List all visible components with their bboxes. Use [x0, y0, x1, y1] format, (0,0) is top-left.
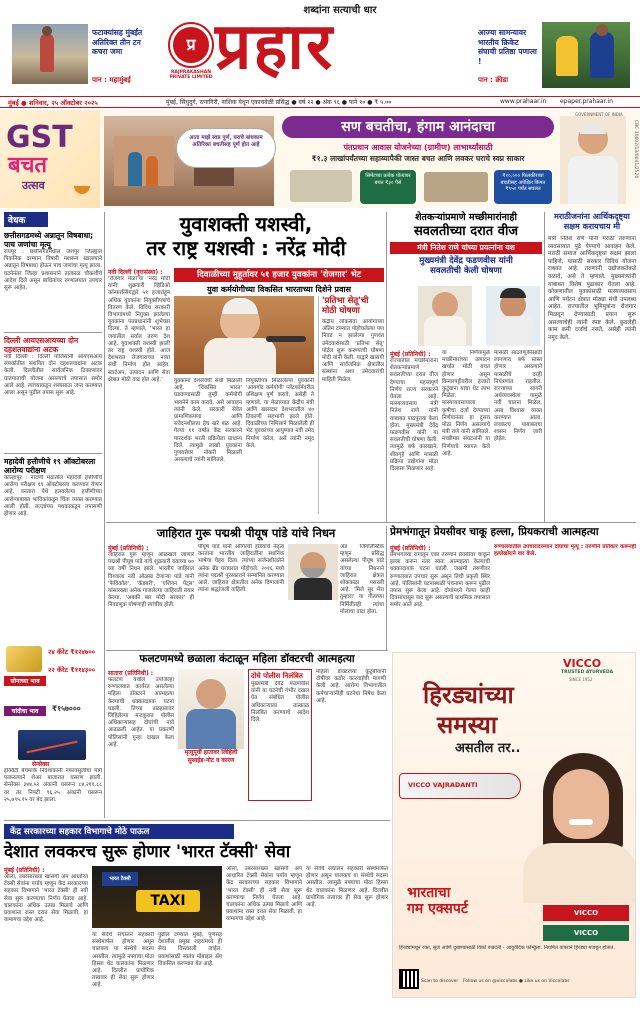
tagline: शब्दांना सत्याची धार: [303, 5, 377, 16]
brief-3-title: महादेवी हत्तीणीचे १९ ऑक्टोबरला आरोग्य परीक्षण: [4, 457, 96, 475]
lead-body-col1: 'रोजगार मेळा'चा 'नरेंद्र मोदी यांनी' शुक्रवारी व्हिडिओ कॉन्फरन्सिंगद्वारे ५१ हजारांहून अधिक युवकांना नियुक्तीपत्रांचे वितरण केले. विविध सरकारी विभागांमध्ये नियुक्त झालेल्या युवकांना पंतप्रधानांनी शुभेच्छा दिल्या. ते म्हणाले, 'भारत हा जगातील सर्वात तरुण देश आहे. युवाशक्ती यशस्वी झाली तर राष्ट्र यशस्वी होते. आज देशभरात रोजगाराच्या नव्या संधी निर्माण होत आहेत. स्टार्टअप, उत्पादन आणि सेवा क्षेत्रात मोठी वाढ होत आहे.': [108, 276, 170, 383]
lead-dateline: नवी दिल्ली (वृत्तसंस्था) :: [108, 269, 163, 276]
epaper-link[interactable]: epaper.prahaar.in: [560, 98, 613, 105]
marathi-story: [548, 212, 636, 520]
banner-subline2: ₹१.३ लाखांपर्यंतच्या सहाय्यापैकी जास्त बचत आणि लवकर घराचे स्वप्न साकार: [311, 154, 525, 163]
fishermen-body-1: राज्यातील मच्छीमारांना शेतकऱ्यांप्रमाणे सवलतीच्या दरात वीज देण्याचा महत्त्वपूर्ण निर्णय राज्य सरकारने घेतला आहे. मत्स्यव्यवसाय मंत्री नितेश राणे यांनी याबाबत पाठपुरावा केला होता. मुख्यमंत्री देवेंद्र फडणवीस यांनी या सवलतीची घोषणा केली. त्यामुळे बर्फ कारखाने, शीतगृहे आणि मासळी प्रक्रिया उद्योगांना मोठा दिलासा मिळणार आहे.: [390, 358, 438, 473]
lead-headline-1: युवाशक्ती यशस्वी,: [179, 212, 313, 236]
gold-bars-icon: [6, 646, 42, 672]
phaltan-inset: मृत्यूपूर्वी हातावर लिहिली सुसाईड-नोट व कारण: [184, 749, 238, 764]
taxi-kicker: केंद्र सरकारच्या सहकार विभागाचे मोठे पाऊल: [4, 824, 234, 839]
piyush-body-2: पीयूष पांडे यांनी ओगिल्वी इंडियाचे नेतृत्व करताना भारतीय जाहिरातींना स्थानिक भाषेचा चेहरा दिला. त्यांच्या सर्जनशीलतेने अनेक ब्रँड घराघरात पोहोचले. २०१६ मध्ये त्यांना पद्मश्री पुरस्काराने सन्मानित करण्यात आले. जाहिरात क्षेत्रातील अनेक दिग्गजांनी त्यांना श्रद्धांजली वाहिली.: [198, 544, 284, 594]
phaltan-box-title: दोघे पोलीस निलंबित: [251, 672, 303, 680]
sensex-body: इक्विटी बेंचमार्क निर्देशांकांनी नफावसुलीचा मार्ग पत्करल्याने शेअर बाजारात घसरण झाली. सेन्सेक्स ३४४.५२ अंकांनी घसरून ८४,२११.८८ वर तर निफ्टी ९६.२५ अंकांनी घसरून २५,७९५.१५ वर बंद झाला.: [4, 768, 102, 803]
materials-photo: [424, 172, 488, 202]
brief-1-body: रायपूर : छत्तीसगडमधील जशपूर जिल्ह्यात पिकनिक दरम्यान विषारी मशरूम खाल्ल्याने अन्नातून विषबाधा होऊन पाच जणांचा मृत्यू झाला. घटनेनंतर जिल्हा प्रशासनाने तात्काळ चौकशीचे आदेश दिले असून बाधितांवर रुग्णालयात उपचार सुरू आहेत.: [4, 249, 102, 292]
taxi-sign: TAXI: [136, 890, 200, 912]
pratibha-setu-body: केंद्रीय लोकसेवा आयोगाच्या अंतिम टप्प्यात पोहोचलेल्या पण निवड न झालेल्या गुणवंत उमेदवारांसाठी 'प्रतिभा सेतू' पोर्टल सुरू करण्याची घोषणा मोदी यांनी केली. याद्वारे खासगी आणि सार्वजनिक क्षेत्रातील संस्थांना अशा उमेदवारांची माहिती मिळेल.: [322, 319, 384, 383]
piyush-dateline: मुंबई (प्रतिनिधी) :: [108, 545, 149, 552]
phaltan-box-body: मुख्यमंत्री देवेंद्र फडणवीस यांनी या घटनेची गंभीर दखल घेत संबंधित पोलीस अधिकाऱ्याला तात्काळ निलंबित करण्याचे आदेश दिले.: [251, 681, 309, 724]
gold-22k: २२ कॅरेट ₹११४३००: [48, 666, 96, 674]
pratibha-setu-box: [318, 296, 384, 514]
banner-subline1: पंतप्रधान आवास योजनेच्या (ग्रामीण) लाभार्थ्यांसाठी: [343, 143, 493, 152]
prem-story: [390, 526, 636, 650]
lead-body-col3: नियुक्तीपत्र मिळालेल्या युवकांनी 'आयगॉट कर्मयोगी' प्लॅटफॉर्मवरील प्रशिक्षण पूर्ण करावे, असेही ते म्हणाले. या मेळाव्यात केंद्रीय मंत्री आणि खासदार देशभरातील ४० ठिकाणी सहभागी झाले होते. दिवाळीच्या निमित्ताने मिळालेली ही भेट युवकांच्या आयुष्यात नवी उमेद निर्माण करेल, असे त्यांनी नमूद केले.: [246, 378, 314, 449]
qr-code-icon[interactable]: [399, 969, 419, 989]
vicco-tag-1: भारताचा: [407, 885, 451, 901]
fishermen-strip: मंत्री नितेश राणे यांच्या प्रयत्नांना यश: [390, 242, 542, 254]
banner-headline-strip: सण बचतीचा, हंगाम आनंदाचा: [282, 116, 554, 138]
fishermen-dateline: मुंबई (प्रतिनिधी) :: [390, 351, 431, 358]
fishermen-headline: सवलतीच्या दरात वीज: [414, 224, 518, 239]
sensex-chart-photo: [18, 730, 86, 760]
lead-body-col2: युवकांना देशसेवेची संधी मिळाली आहे. 'विकसित भारत' घडवण्यासाठी तुम्ही कर्मयोगी भावनेने काम करावे, असे आवाहन त्यांनी केले. सरकारी सेवेत प्रामाणिकपणा आणि संवेदनशीलता हेच खरे बळ आहे. गेल्या ११ वर्षांत केंद्र सरकारने पारदर्शक भरती प्रक्रियेला प्राधान्य दिले. त्यामुळे लाखो युवकांना गुणवत्तेवर नोकरी मिळाली असल्याचे त्यांनी सांगितले.: [174, 378, 242, 464]
silver-value: ₹१५७०००: [52, 704, 81, 713]
vicco-tube-label: VICCO VAJRADANTI: [408, 781, 478, 789]
piyush-body-1: जाहिरात गुरू म्हणून ओळखले जाणारे पद्मश्री पीयूष पांडे यांचे शुक्रवारी वयाच्या ७० व्या वर्षी निधन झाले. भारतीय जाहिरात विश्वाला नवी ओळख देणाऱ्या पांडे यांनी 'फेविकॉल', 'कॅडबरी', 'एशियन पेंट्स' यांसारख्या अनेक गाजलेल्या जाहिराती तयार केल्या. 'अबकी बार मोदी सरकार' ही निवडणूक घोषणाही त्यांचीच होती.: [108, 552, 194, 609]
vicco-tube: [399, 773, 521, 799]
taxi-headline: देशात लवकरच सुरू होणार 'भारत टॅक्सी' सेवा: [4, 842, 291, 862]
phaltan-story: [108, 653, 386, 803]
dateline-bar: [0, 96, 640, 108]
paper-title: प्रहार: [215, 10, 335, 84]
cement-badge: सिमेंटच्या प्रत्येक पोत्यावर बचत ₹३० पैसे: [360, 170, 416, 204]
editions-line: मुंबई, सिंधुदुर्ग, रत्नागिरी, नाशिक येथून एकाचवेळी प्रसिद्ध ● वर्ष २२ ● अंक ९६ ● पाने १० ● ₹ ५.००: [166, 99, 392, 106]
section-label-vedhak: वेधक: [4, 212, 48, 227]
logo-caption: RAJPRAKASHAN PRIVATE LIMITED: [169, 70, 213, 80]
cbc-code: CBC 10602/13/0041/2526: [633, 120, 638, 179]
vicco-ad: [392, 652, 636, 998]
vicco-box-2: VICCO: [543, 925, 629, 941]
brief-2-title: दिल्ली आयएसआयच्या दोन दहशतवाद्यांना अटक: [4, 336, 79, 354]
gold-label: सोनाच्या भाव: [4, 676, 46, 686]
taxi-dateline: मुंबई (प्रतिनिधी) :: [4, 867, 45, 874]
taxi-story: [4, 824, 388, 1014]
lead-story: [108, 212, 384, 520]
taxi-body-5: या सेवेचे संचालन सहकारी संस्थेमार्फत होणार असून चालकच या संस्थेचे सदस्य असतील. त्यामुळे नफ्याचा मोठा हिस्सा थेट चालकांना मिळणार आहे. दिल्लीत प्रायोगिक तत्त्वावर ही सेवा सुरू होणार आहे.: [306, 866, 388, 909]
phaltan-headline: फलटणमध्ये छळाला कंटाळून महिला डॉक्टरची आत्महत्या: [139, 653, 355, 665]
fishermen-body-3: मासळी साठवणुकीसाठी लागणारा बर्फ स्वस्त होणार असल्याने मासळीचे दरही नियंत्रणात राहतील. राज्याच्या सागरी अर्थव्यवस्थेला यामुळे नवी चालना मिळेल, असा विश्वास व्यक्त करण्यात आला. लवकरच याबाबतचा शासन निर्णय जारी होईल.: [494, 350, 542, 443]
vicco-since: SINCE 1952: [569, 677, 593, 682]
prem-headline: प्रेमभंगातून प्रेयसीवर चाकू हल्ला, प्रियकराची आत्महत्या: [390, 526, 599, 538]
fishermen-kicker: शेतकऱ्यांप्रमाणे मच्छीमारांनाही: [415, 212, 517, 223]
phaltan-body-2: महिला डॉक्टरच्या कुटुंबीयांनी दोषींवर कठोर कारवाईची मागणी केली आहे. आरोग्य विभागातील कर्मचाऱ्यांनीही घटनेचा निषेध केला आहे.: [316, 669, 386, 704]
taxi-photo: [92, 866, 222, 928]
prem-body: प्रेमभंगाच्या रागातून एका तरुणाने प्रेयसीवर चाकूने हल्ला करून नंतर स्वतः आत्महत्या केल्याची धक्कादायक घटना घडली. जखमी तरुणीवर रुग्णालयात उपचार सुरू असून तिची प्रकृती स्थिर आहे. पोलिसांनी घटनास्थळी पंचनामा करून पुढील तपास सुरू केला आहे. दोघांमध्ये गेल्या काही दिवसांपासून वाद सुरू असल्याचे प्राथमिक तपासात समोर आले आहे.: [390, 552, 490, 609]
vicco-scan-label: Scan to discover: [421, 979, 459, 984]
gst-banner-ad: [0, 110, 640, 208]
left-teaser-text: फटाक्यांसह मुंबईत अतिरिक्त तीन टन कचरा जमा: [92, 28, 143, 56]
vicco-brand: VICCO: [563, 657, 602, 670]
phaltan-body-1: फलटण येथील उपजिल्हा रुग्णालयात कार्यरत असलेल्या महिला डॉक्टरने आत्महत्या केल्याची धक्कादायक घटना घडली. तिच्या तळहातावर लिहिलेल्या मजकुरात पोलीस अधिकाऱ्यासह दोघांची नावे आढळली आहेत. या प्रकरणी पोलिसांनी गुन्हा दाखल केला आहे.: [108, 677, 174, 748]
gold-price-box: [4, 640, 102, 696]
rane-photo: [486, 286, 540, 346]
gst-utsav-text: उत्सव: [22, 179, 45, 192]
piyush-body-3: ॲड जिंगलिस्टिक म्हणून प्रसिद्ध असलेल्या पीयूष पांडे यांच्या निधनाने जाहिरात क्षेत्रात शोककळा पसरली आहे. 'मिले सुर मेरा तुम्हारा' या गीताच्या निर्मितीतही त्यांचा मोलाचा वाटा होता.: [340, 544, 384, 615]
right-teaser-page: पान : क्रीडा: [478, 76, 509, 84]
piyush-headline: जाहिरात गुरू पद्मश्री पीयूष पांडे यांचे निधन: [156, 526, 336, 540]
vicco-headline-3: असतील तर..: [455, 741, 521, 756]
left-teaser-photo: [12, 24, 88, 84]
right-teaser-text: आज्या सामन्यावर भारतीय क्रिकेट संघाची प्रतिष्ठा पणाला !: [478, 28, 537, 66]
silver-label: चांदीचा भाव: [4, 706, 46, 716]
vicco-headline-1: हिरड्यांच्या: [423, 681, 514, 709]
sensex-label: सेन्सेक्स: [32, 761, 50, 768]
fishermen-sub2: सवलतीची केली घोषणा: [430, 266, 502, 276]
govt-label: GOVERNMENT OF INDIA: [575, 112, 623, 117]
taxi-body-3: पुढील टप्प्यात मुंबई, पुणेसह देशातील प्रमुख शहरांमध्ये ही सेवा विस्तारली जाईल. प्रवाशांसाठी स्वतंत्र मोबाइल ॲप विकसित करण्यात येत आहे.: [158, 932, 222, 967]
brief-1-title: छत्तीसगडमध्ये अन्नातून विषबाधा; पाच जणांचा मृत्यू: [4, 231, 94, 249]
truck-photo: [290, 170, 352, 202]
phaltan-box: [248, 669, 312, 801]
silver-price-box: [4, 698, 102, 728]
pratibha-setu-title: 'प्रतिभा सेतू'ची मोठी घोषणा: [322, 296, 369, 316]
vicco-brand-sub: TRUSTED AYURVEDA: [561, 670, 614, 675]
taxi-body-2: या सेवेचे संचालन सहकारी संस्थेमार्फत होणार असून चालकच या संस्थेचे सदस्य असतील. त्यामुळे नफ्याचा मोठा हिस्सा थेट चालकांना मिळणार आहे. दिल्लीत प्रायोगिक तत्त्वावर ही सेवा सुरू होणार आहे.: [92, 932, 154, 989]
vicco-footer: हिरड्यांमधून रक्त, सूज आणि दुखण्यासाठी विको वज्रदंती - आयुर्वेदिक फॉर्म्युला. नियमित वापराने हिरड्या मजबूत होतात.: [399, 945, 615, 951]
prem-dateline: मुंबई (प्रतिनिधी) :: [390, 545, 431, 552]
gst-bachat-text: बचत: [8, 153, 48, 178]
phaltan-photo: [178, 669, 244, 749]
left-teaser-page: पान : महामुंबई: [92, 76, 131, 84]
dateline: मुंबई ● शनिवार, २५ ऑक्टोबर २०२५: [8, 99, 98, 107]
marathi-body: मंत्री नितेश राणे यांनी मराठी तरुणांना व्यवसायात पुढे येण्याचे आवाहन केले. मराठी समाज आर्थिकदृष्ट्या सक्षम झाला पाहिजे, यासाठी सरकार विविध योजना राबवत आहे. तरुणांनी उद्योजकतेकडे वळावे, असे ते म्हणाले. मुख्यमंत्र्यांनी याबाबत विशेष पुढाकार घेतला आहे. कोकणातील युवकांसाठी मत्स्यव्यवसाय आणि पर्यटन क्षेत्रात मोठ्या संधी उपलब्ध आहेत. राज्यातील भूमिपुत्रांना रोजगार मिळवून देण्यासाठी प्रयत्न सुरू असल्याचेही त्यांनी स्पष्ट केले. कुठलेही काम कमी दर्जाचे नसते, असेही त्यांनी नमूद केले.: [548, 236, 636, 341]
lead-deck-strip: दिवाळीच्या मुहूर्तावर ५१ हजार युवकांना 'रोजगार' भेट: [174, 268, 384, 282]
vicco-tag-2: गम एक्सपर्ट: [407, 901, 468, 917]
fadnavis-photo: [418, 286, 472, 346]
modi-speech-photo: [174, 296, 314, 374]
fishermen-story: [390, 212, 542, 520]
prem-teaser: रुग्णालयातील उपचारादरम्यान दोघांचा मृत्यू : तरुणीने प्रतिकार करूनही हल्लेखोराने वार केले.: [494, 544, 636, 558]
taxi-body-1: ओला, उबरसारख्या खासगी ॲप आधारित टॅक्सी सेवांना पर्याय म्हणून केंद्र सरकारच्या सहकार विभागाने 'भारत टॅक्सी' ही नवी सेवा सुरू करण्याचा निर्णय घेतला आहे. चालकांना अधिक उत्पन्न मिळावे आणि प्रवाशांना रास्त दरात सेवा मिळावी, हा यामागचा उद्देश आहे.: [4, 874, 88, 924]
bharat-taxi-logo: भारत टैक्सी: [102, 872, 138, 886]
website-link[interactable]: www.prahaar.in: [500, 98, 547, 105]
sensex-box: [4, 730, 102, 818]
piyush-photo: [288, 544, 338, 600]
masthead: [0, 0, 640, 96]
model-photo: [513, 753, 636, 903]
right-teaser-photo: [542, 22, 630, 88]
logo-emblem: प्र: [170, 24, 212, 66]
speech-bubble: आता माझे स्वप्न पुर्ण, घराचे बांधकाम अतिरिक्त बचतीसह पूर्ण होत आहे: [176, 128, 276, 168]
pm-photo: [560, 116, 626, 204]
piyush-story: [108, 526, 384, 648]
brief-2-body: नवी दिल्ली : दिल्ली पोलिसांनी आयएसआय संपर्कातील संशयित दोन दहशतवाद्यांना अटक केली. दिल्लीतील सार्वजनिक ठिकाणांवर घातपाताची योजना असल्याचे तपासात समोर आले आहे. त्यांच्याकडून शस्त्रसाठा जप्त करण्यात आला असून पुढील तपास सुरू आहे.: [4, 354, 102, 397]
vicco-headline-2: समस्या: [437, 711, 498, 739]
fishermen-body-2: या निर्णयामुळे मच्छीमारांच्या उत्पादन खर्चात मोठी बचत होणार असून किनारपट्टीवरील हजारो कुटुंबांना याचा थेट लाभ मिळेल. मत्स्यव्यवसायाला कृषीचा दर्जा देण्याच्या निर्णयानंतर हा दुसरा मोठा निर्णय असल्याचे मंत्री राणे यांनी सांगितले. मच्छीमार संघटनांनी या निर्णयाचे स्वागत केले आहे.: [442, 350, 490, 457]
vicco-web: Follow us on @viccolabs ● Like us on Viccolabs: [463, 979, 570, 984]
fishermen-sub1: मुख्यमंत्री देवेंद्र फडणवीस यांनी: [419, 256, 513, 266]
phaltan-dateline: सातारा (प्रतिनिधी) :: [108, 670, 154, 677]
brief-3-body: कोल्हापूर : नांदणी मठातील महादेवी हत्तीणीचे आरोग्य परीक्षण १९ ऑक्टोबरला करण्यात येणार आहे. वनतारा येथे हलवलेल्या हत्तीणीच्या आरोग्याबाबत भाविकांकडून चिंता व्यक्त करण्यात आली होती. तज्ज्ञांच्या पथकाकडून तपासणी होणार आहे.: [4, 475, 102, 518]
vicco-box-1: VICCO: [543, 905, 629, 921]
gst-big-text: GST: [6, 120, 73, 155]
gold-24k: २४ कॅरेट ₹१२४७००: [48, 648, 96, 656]
lead-headline-2: तर राष्ट्र यशस्वी : नरेंद्र मोदी: [146, 236, 346, 260]
lead-subdeck: युवा कर्मयोगीच्या विकसित भारताच्या दिशेने प्रवास: [206, 285, 352, 294]
taxi-body-4: ओला, उबरसारख्या खासगी ॲप आधारित टॅक्सी सेवांना पर्याय म्हणून केंद्र सरकारच्या सहकार विभागाने 'भारत टॅक्सी' ही नवी सेवा सुरू करण्याचा निर्णय घेतला आहे. चालकांना अधिक उत्पन्न मिळावे आणि प्रवाशांना रास्त दरात सेवा मिळावी, हा यामागचा उद्देश आहे.: [226, 866, 302, 923]
marathi-title: मराठीजनांना आर्थिकदृष्ट्या सक्षम करायचाय मी: [554, 212, 630, 231]
savings-badge: ₹१०,००० फिलकीरच्या बचतीसह अपेक्षित किंमत ₹१५० पर्यंत सवलत: [494, 170, 552, 204]
